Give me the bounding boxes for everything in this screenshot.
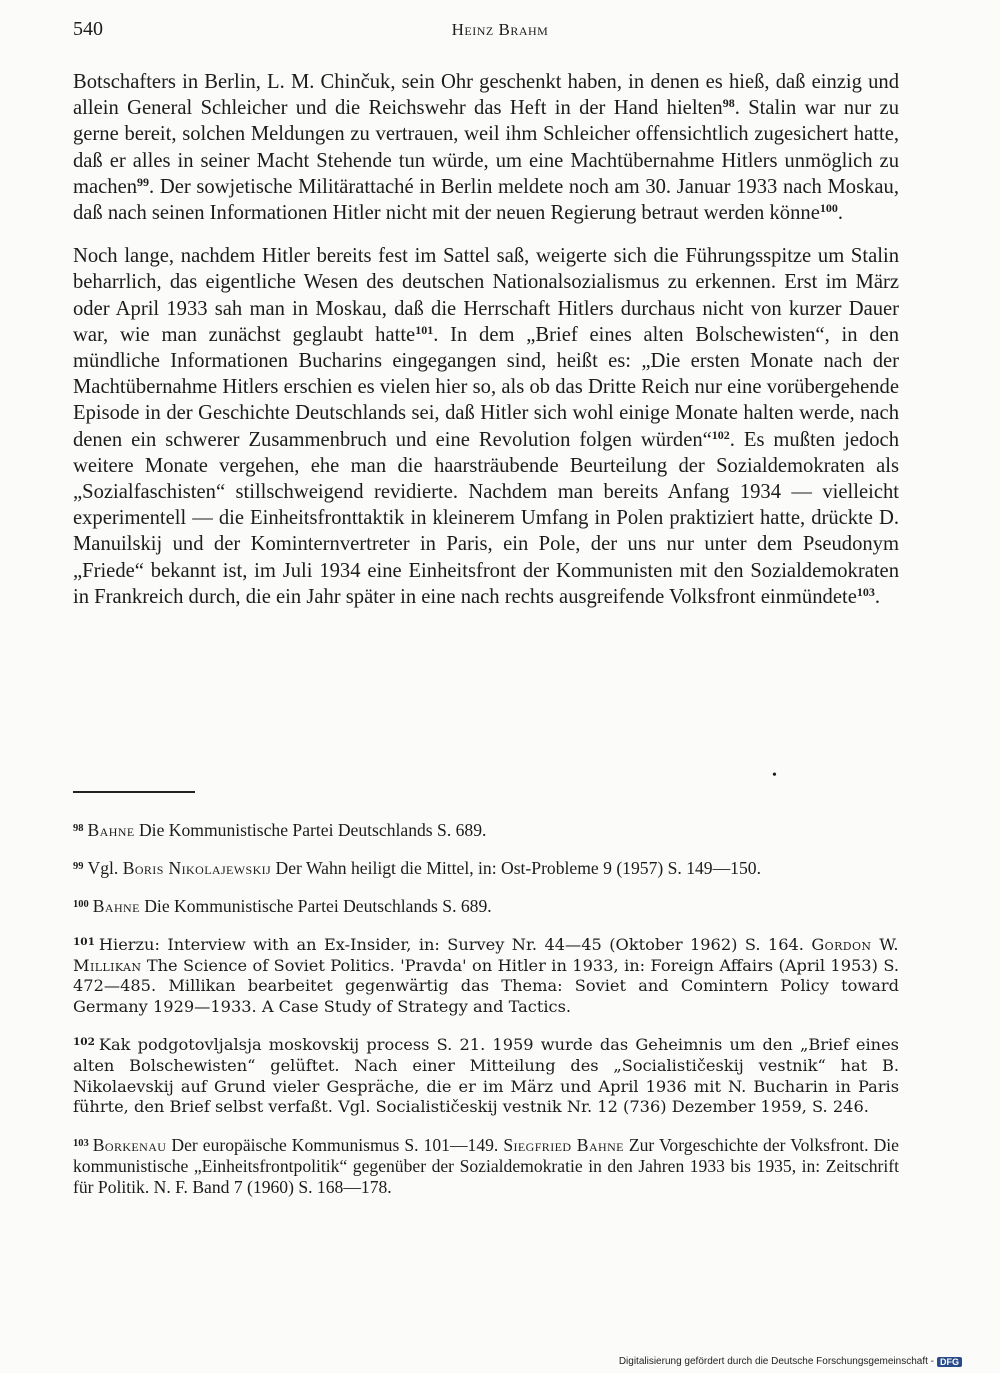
footnote-text: Die Kommunistische Partei Deutschlands S. 689.	[134, 820, 487, 840]
page-number: 540	[73, 18, 103, 40]
footnote-number: 103	[73, 1137, 89, 1149]
footnote-100	[73, 894, 899, 917]
footnote-ref-98: 98	[722, 96, 735, 111]
footnote-103	[73, 1133, 899, 1198]
footnote-number: 102	[73, 1036, 95, 1049]
text-run: . Stalin war nur zu gerne bereit, solchen Meldungen zu vertrauen, weil ihm Schleicher offensichtlich zugesichert hatte, daß er alles in seiner Macht Stehende tun würde, um eine Machtübernahme Hitlers unmöglich zu machen	[73, 97, 899, 198]
footnote-number: 101	[73, 936, 95, 948]
text-run: Botschafters in Berlin, L. M. Chinčuk, sein Ohr geschenkt haben, in denen es hieß, daß einzig und allein General Schleicher und die Reichswehr das Heft in der Hand hielten	[73, 71, 899, 120]
footnote-98	[73, 818, 899, 841]
footnote-text: Kak podgotovljalsja moskovskij process S. 21. 1959 wurde das Geheimnis um den „Brief eines alten Bolschewisten“ gelüftet. Nach einer Mitteilung des „Socialističeskij vestnik“ hat B. Nikolaevskij auf Grund vieler Gespräche, die er im März und April 1936 mit N. Bucharin in Paris führte, den Brief selbst verfaßt. Vgl. Socialističeskij vestnik Nr. 12 (736) Dezember 1959, S. 246.	[73, 1035, 899, 1117]
main-text	[73, 69, 899, 610]
footnote-text: Zur Vorgeschichte der Volksfront. Die kommunistische „Einheitsfrontpolitik“ gegenüber der Sozialdemokratie in den Jahren 1933 bis 1935, in: Zeitschrift für Politik. N. F. Band 7 (1960) S. 168—178.	[73, 1134, 899, 1197]
footnote-ref-100: 100	[819, 201, 838, 216]
footnote-text: Der Wahn heiligt die Mittel, in: Ost-Probleme 9 (1957) S. 149—150.	[271, 858, 761, 878]
footnote-text: Die Kommunistische Partei Deutschlands S. 689.	[139, 896, 492, 916]
author: Bahne	[92, 896, 140, 916]
footnote-text: The Science of Soviet Politics. 'Pravda' on Hitler in 1933, in: Foreign Affairs (April 1953) S. 472—485. Millikan bearbeitet gegenwärtig das Thema: Soviet and Comintern Policy toward Germany 1929—1933. A Case Study of Strategy and Tactics.	[73, 955, 899, 1016]
text-run: Noch lange, nachdem Hitler bereits fest im Sattel saß, weigerte sich die Führungsspitze um Stalin beharrlich, das eigentliche Wesen des deutschen Nationalsozialismus zu erkennen. Erst im März oder April 1933 sah man in Moskau, daß die Herrschaft Hitlers durchaus nicht von kurzer Dauer war, wie man zunächst geglaubt hatte	[73, 245, 899, 346]
text-run: . Der sowjetische Militärattaché in Berlin meldete noch am 30. Januar 1933 nach Moskau, daß nach seinen Informationen Hitler nicht mit der neuen Regierung betraut werden könne	[73, 175, 899, 225]
footnote-rule	[73, 791, 195, 793]
text-run: .	[837, 202, 843, 225]
footnote-101	[73, 932, 899, 1017]
footnote-number: 98	[73, 823, 84, 834]
footnote-number: 99	[73, 861, 84, 872]
running-head: Heinz Brahm	[451, 20, 549, 39]
footnote-99	[73, 856, 899, 879]
credit-text: Digitalisierung gefördert durch die Deutsche Forschungsgemeinschaft -	[618, 1356, 934, 1367]
author: Boris Nikolajewskij	[122, 858, 272, 878]
stray-dot: •	[772, 768, 777, 783]
footnote-ref-99: 99	[137, 174, 150, 189]
author: Borkenau	[92, 1134, 167, 1155]
paragraph-2	[73, 243, 899, 610]
footnotes	[73, 818, 899, 1213]
footnote-text: Hierzu: Interview with an Ex-Insider, in: Survey Nr. 44—45 (Oktober 1962) S. 164.	[98, 935, 812, 954]
footnote-102	[73, 1032, 899, 1117]
text-run: .	[874, 585, 880, 608]
paragraph-1	[73, 69, 899, 226]
footnote-text: Der europäische Kommunismus S. 101—149.	[166, 1134, 504, 1155]
footnote-ref-103: 103	[856, 584, 875, 599]
author: Gordon W. Millikan	[73, 935, 899, 975]
footnote-number: 100	[73, 899, 89, 910]
footnote-ref-101: 101	[415, 322, 434, 337]
dfg-logo: DFG	[937, 1357, 962, 1367]
footnote-text: Vgl.	[87, 858, 123, 878]
author: Bahne	[87, 820, 135, 840]
footnote-ref-102: 102	[711, 427, 730, 442]
text-run: . In dem „Brief eines alten Bolschewisten“, in den mündliche Informationen Bucharins eingegangen sind, heißt es: „Die ersten Monate nach der Machtübernahme Hitlers erschien es vielen hier so, als ob das Dritte Reich nur eine vorübergehende Episode in der Geschichte Deutschlands sei, daß Hitler sich wohl einige Monate halten werde, nach denen ein schwerer Zusammenbruch und eine Revolution folgen würden“	[73, 323, 900, 451]
digitization-credit	[619, 1356, 962, 1367]
author: Siegfried Bahne	[503, 1134, 624, 1155]
text-run: . Es mußten jedoch weitere Monate vergehen, ehe man die haarsträubende Beurteilung der Sozialdemokraten als „Sozialfaschisten“ stillschweigend revidierte. Nachdem man bereits Anfang 1934 — vielleicht experimentell — die Einheitsfronttaktik in kleinerem Umfang in Polen praktiziert hatte, drückte D. Manuilskij und der Kominternvertreter in Paris, ein Pole, der uns nur unter dem Pseudonym „Friede“ bekannt ist, im Juli 1934 eine Einheitsfront der Kommunisten mit den Sozialdemokraten in Frankreich durch, die ein Jahr später in eine nach rechts ausgreifende Volksfront einmündete	[73, 428, 899, 608]
